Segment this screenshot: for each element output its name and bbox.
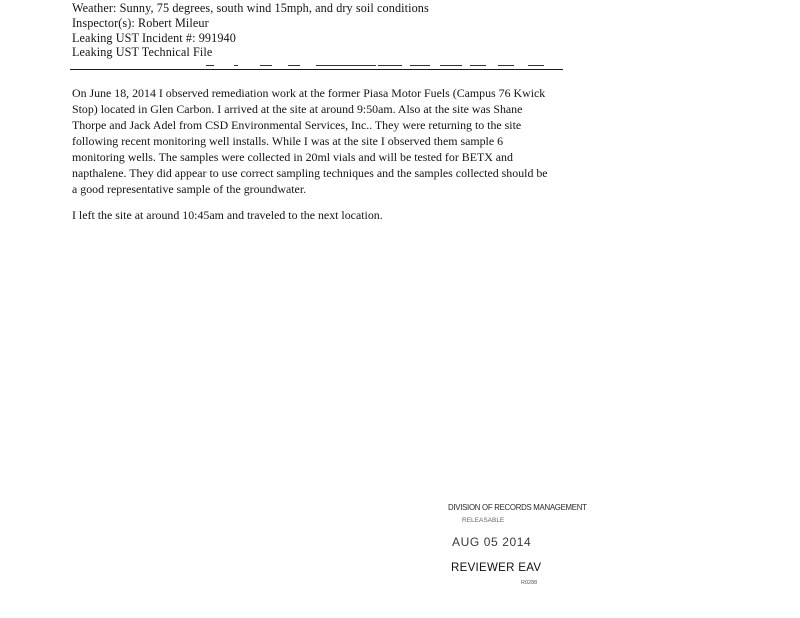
departure-paragraph: I left the site at around 10:45am and traveled to the next location. — [72, 208, 383, 222]
rule-fragment — [440, 65, 462, 66]
records-stamp-title: DIVISION OF RECORDS MANAGEMENT — [448, 502, 587, 512]
weather-line: Weather: Sunny, 75 degrees, south wind 15mph, and dry soil conditions — [72, 1, 429, 15]
technical-file-line: Leaking UST Technical File — [72, 45, 213, 59]
records-stamp-code: R0288 — [521, 580, 538, 586]
rule-fragment — [234, 65, 238, 66]
rule-fragment — [316, 65, 376, 66]
incident-line: Leaking UST Incident #: 991940 — [72, 31, 236, 45]
rule-fragment — [288, 65, 300, 66]
inspector-line: Inspector(s): Robert Mileur — [72, 16, 209, 30]
records-stamp-reviewer: REVIEWER EAV — [451, 562, 542, 574]
rule-fragment — [470, 65, 486, 66]
rule-fragment — [498, 65, 514, 66]
rule-fragment — [260, 65, 272, 66]
records-stamp-date: AUG 05 2014 — [452, 535, 532, 549]
records-stamp-subtitle: RELEASABLE — [462, 517, 505, 524]
rule-fragment — [378, 65, 402, 66]
rule-fragment — [528, 65, 544, 66]
observation-paragraph: On June 18, 2014 I observed remediation work at the former Piasa Motor Fuels (Campus 76 Kwick Stop) located in Glen Carbon. I arrived at the site at around 9:50am. Also at the site was Shane Thorpe and Jack Adel from CSD Environmental Services, Inc.. They were returning to the site following recent monitoring well installs. While I was at the site I observed them sample 6 monitoring wells. The samples were collected in 20ml vials and will be tested for BETX and napthalene. They did appear to use correct sampling techniques and the samples collected should be a good representative sample of the groundwater. — [72, 86, 548, 196]
rule-fragment — [206, 65, 214, 66]
rule-fragment — [410, 65, 430, 66]
header-divider — [70, 69, 563, 70]
